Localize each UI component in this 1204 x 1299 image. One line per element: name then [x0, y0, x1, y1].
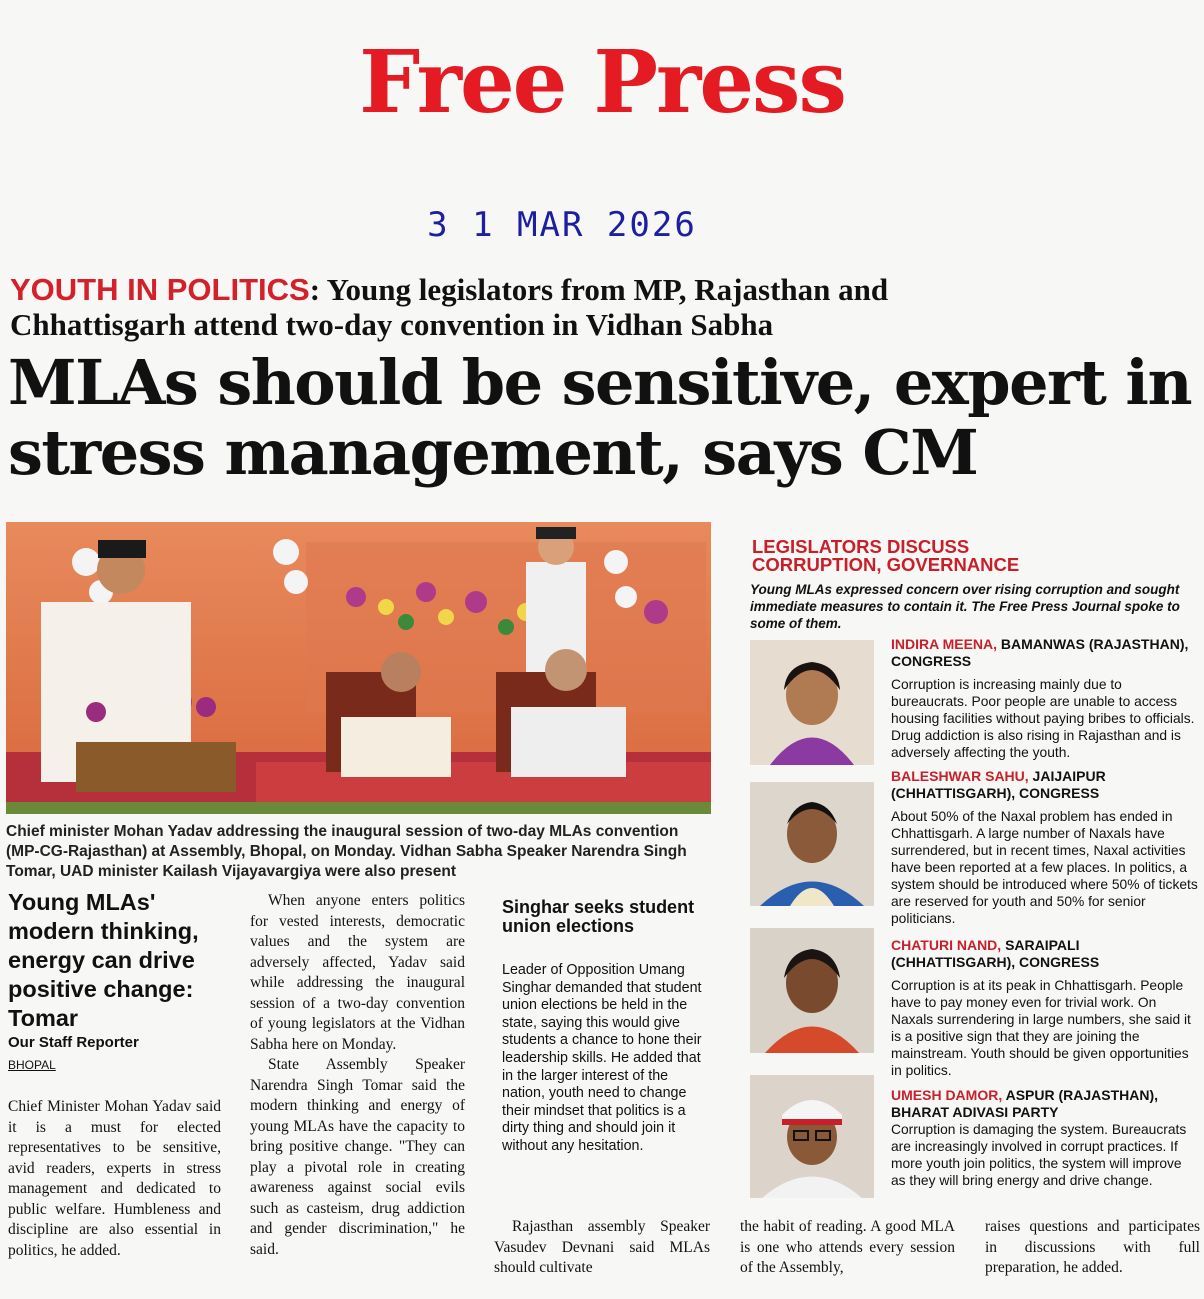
- date-stamp: 3 1 MAR 2026: [427, 205, 697, 245]
- mla-constituency: BAMANWAS (RAJASTHAN), CONGRESS: [891, 636, 1189, 669]
- mla-quote: About 50% of the Naxal problem has ended in Chhattisgarh. A large number of Naxals have surrendered, but in recent times, Naxal activities have been reported at a few places. In politics, a system should be introduced where 50% of tickets are reserved for youth and 50% for senior politicians.: [891, 809, 1198, 926]
- story-column-3-tail: [494, 1217, 710, 1279]
- mla-quote: Corruption is increasing mainly due to bureaucrats. Poor people are unable to access housing facilities without paying bribes to officials. Drug addiction is also rising in Rajasthan and is adversely affecting the youth.: [891, 677, 1195, 760]
- mla-portrait: [750, 1075, 874, 1198]
- mla-constituency: SARAIPALI (CHHATTISGARH), CONGRESS: [891, 937, 1100, 970]
- portrait-illustration: [750, 640, 874, 765]
- portrait-illustration: [750, 782, 874, 906]
- photo-caption: Chief minister Mohan Yadav addressing the inaugural session of two-day MLAs convention (MP-CG-Rajasthan) at Assembly, Bhopal, on Monday. Vidhan Sabha Speaker Narendra Singh Tomar, UAD minister Kailash Vijayavargiya were also present: [6, 823, 687, 880]
- newspaper-masthead: Free Press: [359, 32, 845, 133]
- mla-constituency: JAIJAIPUR (CHHATTISGARH), CONGRESS: [891, 768, 1106, 801]
- event-photo-illustration: [6, 522, 711, 814]
- sidebar-intro: Young MLAs expressed concern over rising corruption and sought immediate measures to contain it. The Free Press Journal spoke to some of them.: [750, 582, 1180, 631]
- kicker-text: : Young legislators from MP, Rajasthan and Chhattisgarh attend two-day convention in Vidhan Sabha: [10, 272, 889, 342]
- story-paragraph: When anyone enters politics for vested interests, democratic values and the system are adversely affected, Yadav said while addressing the inaugural session of a two-day convention of young legislators at the Vidhan Sabha here on Monday.: [250, 892, 465, 1053]
- kicker: [10, 272, 1070, 342]
- mla-portrait: [750, 928, 874, 1053]
- story-paragraph: Rajasthan assembly Speaker Vasudev Devnani said MLAs should cultivate: [494, 1218, 710, 1276]
- singhar-paragraph: Leader of Opposition Umang Singhar demanded that student union elections be held in the state, saying this would give students a chance to hone their leadership skills. He added that in the larger interest of the nation, youth need to change their mindset that politics is a dirty thing and should join it without any hesitation.: [502, 962, 702, 1154]
- mla-name: [891, 768, 1196, 802]
- story-column-4: [740, 1217, 955, 1279]
- sidebar-heading-line: CORRUPTION, GOVERNANCE: [752, 554, 1020, 575]
- story-column-1: [8, 1097, 221, 1261]
- story-paragraph: State Assembly Speaker Narendra Singh Tomar said the modern thinking and energy of young MLAs have the capacity to bring positive change. "They can play a pivotal role in creating awareness against social evils such as casteism, drug addiction and gender discrimination," he said.: [250, 1056, 465, 1258]
- mla-name-label: BALESHWAR SAHU,: [891, 768, 1029, 784]
- story-paragraph: Chief Minister Mohan Yadav said it is a must for elected representatives to be sensitive, avid readers, experts in stress management and dedicated to public welfare. Humbleness and discipline are also essential in politics, he added.: [8, 1098, 221, 1259]
- dateline-place: BHOPAL: [8, 1058, 56, 1072]
- byline: Our Staff Reporter: [8, 1034, 139, 1051]
- sidebar-heading: [752, 538, 1192, 574]
- portrait-illustration: [750, 928, 874, 1053]
- story-column-5: [985, 1217, 1200, 1279]
- portrait-illustration: [750, 1075, 874, 1198]
- story-column-2: [250, 891, 465, 1260]
- mla-name-label: CHATURI NAND,: [891, 937, 1002, 953]
- mla-name-label: INDIRA MEENA,: [891, 636, 998, 652]
- event-photo: [6, 522, 711, 814]
- mla-name: [891, 1087, 1196, 1121]
- kicker-tag: YOUTH IN POLITICS: [10, 272, 310, 307]
- mla-quote: Corruption is damaging the system. Bureaucrats are increasingly involved in corrupt practices. If more youth join politics, the system will improve as they will bring energy and drive change.: [891, 1122, 1187, 1188]
- singhar-subhead: Singhar seeks student union elections: [502, 897, 695, 936]
- mla-name-label: UMESH DAMOR,: [891, 1087, 1003, 1103]
- story-paragraph: the habit of reading. A good MLA is one who attends every session of the Assembly,: [740, 1218, 955, 1276]
- mla-portrait: [750, 782, 874, 906]
- story-subhead: Young MLAs' modern thinking, energy can drive positive change: Tomar: [8, 889, 199, 1031]
- headline: MLAs should be sensitive, expert in stress management, says CM: [8, 346, 1192, 489]
- sidebar-heading-line: LEGISLATORS DISCUSS: [752, 536, 970, 557]
- mla-name: [891, 636, 1196, 670]
- mla-name: [891, 937, 1196, 971]
- story-paragraph: raises questions and participates in discussions with full preparation, he added.: [985, 1218, 1200, 1276]
- mla-portrait: [750, 640, 874, 765]
- mla-quote: Corruption is at its peak in Chhattisgarh. People have to pay money even for trivial work. On Naxals surrendering in large numbers, she said it is a positive sign that they are joining the mainstream. Youth should be given opportunities in politics.: [891, 978, 1191, 1078]
- mla-constituency: ASPUR (RAJASTHAN), BHARAT ADIVASI PARTY: [891, 1087, 1159, 1120]
